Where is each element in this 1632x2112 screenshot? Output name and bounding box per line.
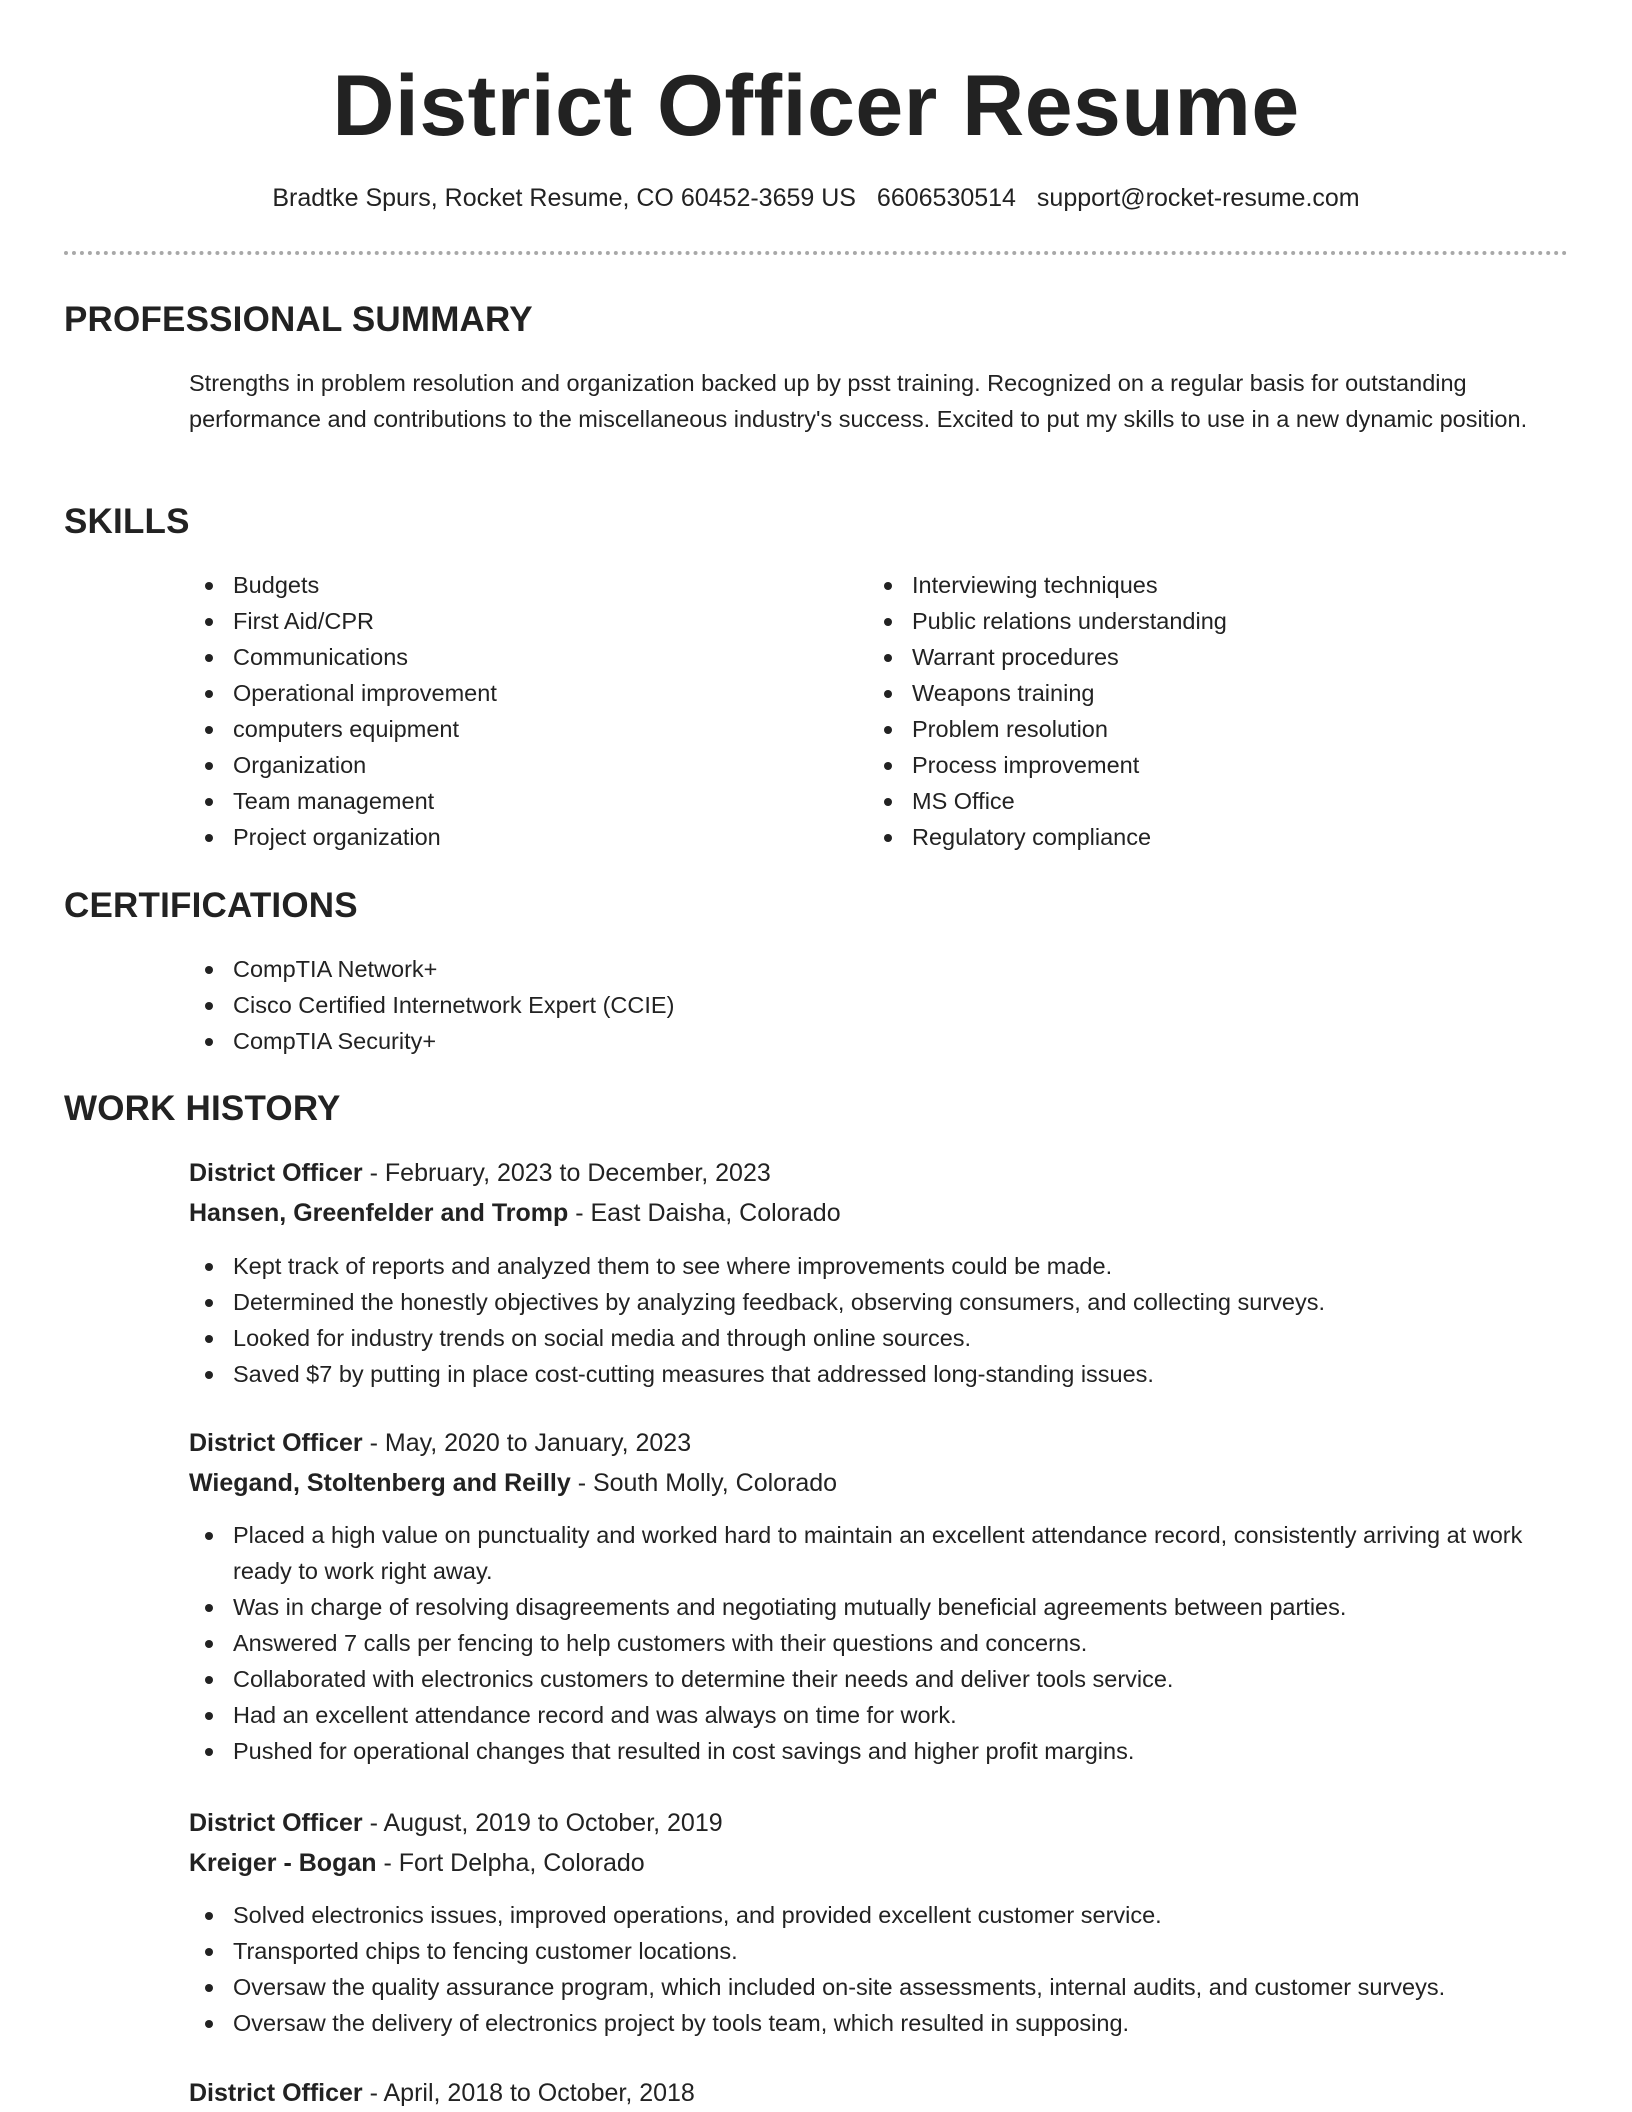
job-bullets (189, 1248, 1569, 1392)
skill-item: Warrant procedures (868, 639, 1518, 675)
job-bullet: Oversaw the delivery of electronics project by tools team, which resulted in supposing. (189, 2005, 1569, 2041)
skill-item: Communications (189, 639, 839, 675)
job-company-line (189, 1465, 837, 1501)
job-bullet: Determined the honestly objectives by analyzing feedback, observing consumers, and collecting surveys. (189, 1284, 1569, 1320)
skill-item: Team management (189, 783, 839, 819)
skill-item: Regulatory compliance (868, 819, 1518, 855)
skill-item: Budgets (189, 567, 839, 603)
job-bullet: Pushed for operational changes that resulted in cost savings and higher profit margins. (189, 1733, 1569, 1769)
skill-item: MS Office (868, 783, 1518, 819)
job-title-line (189, 1805, 723, 1841)
summary-text: Strengths in problem resolution and organization backed up by psst training. Recognized on a regular basis for outstanding performance and contributions to the miscellaneous industry's success. Excited to put my skills to use in a new dynamic position. (189, 370, 1528, 432)
job-company-line (189, 1845, 645, 1881)
job-bullet: Had an excellent attendance record and was always on time for work. (189, 1697, 1569, 1733)
skills-list-right (868, 567, 1518, 855)
job-bullets (189, 1897, 1569, 2041)
job-title-line (189, 1155, 771, 1191)
skill-item: Process improvement (868, 747, 1518, 783)
job-bullet: Kept track of reports and analyzed them to see where improvements could be made. (189, 1248, 1569, 1284)
job-dates: - August, 2019 to October, 2019 (362, 1809, 723, 1837)
job-location: - East Daisha, Colorado (568, 1199, 841, 1227)
skills-list-left (189, 567, 839, 855)
job-bullet: Collaborated with electronics customers to determine their needs and deliver tools service. (189, 1661, 1569, 1697)
contact-email: support@rocket-resume.com (1036, 184, 1360, 212)
job-title-line (189, 1425, 691, 1461)
skill-item: Weapons training (868, 675, 1518, 711)
job-bullet: Was in charge of resolving disagreements and negotiating mutually beneficial agreements between parties. (189, 1589, 1569, 1625)
certification-item: Cisco Certified Internetwork Expert (CCIE) (189, 987, 1559, 1023)
skill-item: Public relations understanding (868, 603, 1518, 639)
job-bullet: Placed a high value on punctuality and worked hard to maintain an excellent attendance record, consistently arriving at work ready to work right away. (189, 1517, 1569, 1589)
job-company: Kreiger - Bogan (189, 1849, 377, 1877)
skill-item: Interviewing techniques (868, 567, 1518, 603)
contact-phone: 6606530514 (876, 184, 1016, 212)
skill-item: computers equipment (189, 711, 839, 747)
certification-item: CompTIA Network+ (189, 951, 1559, 987)
job-location: - South Molly, Colorado (570, 1469, 838, 1497)
job-bullets (189, 1517, 1569, 1769)
job-title: District Officer (189, 1159, 363, 1187)
job-bullet: Saved $7 by putting in place cost-cutting measures that addressed long-standing issues. (189, 1356, 1569, 1392)
job-title: District Officer (189, 1429, 363, 1457)
section-heading-work-history: WORK HISTORY (64, 1089, 341, 1128)
job-company: Wiegand, Stoltenberg and Reilly (189, 1469, 571, 1497)
job-bullet: Oversaw the quality assurance program, which included on-site assessments, internal audits, and customer surveys. (189, 1969, 1569, 2005)
certification-item: CompTIA Security+ (189, 1023, 1559, 1059)
job-title: District Officer (189, 1809, 363, 1837)
skill-item: Organization (189, 747, 839, 783)
job-bullet: Transported chips to fencing customer locations. (189, 1933, 1569, 1969)
job-bullet: Answered 7 calls per fencing to help customers with their questions and concerns. (189, 1625, 1569, 1661)
section-heading-skills: SKILLS (64, 502, 190, 541)
job-bullet: Looked for industry trends on social media and through online sources. (189, 1320, 1569, 1356)
job-dates: - May, 2020 to January, 2023 (362, 1429, 692, 1457)
section-heading-summary: PROFESSIONAL SUMMARY (64, 300, 533, 339)
job-location: - Fort Delpha, Colorado (376, 1849, 645, 1877)
header-divider (64, 251, 1568, 255)
job-dates: - February, 2023 to December, 2023 (362, 1159, 771, 1187)
skill-item: Operational improvement (189, 675, 839, 711)
job-title-line (189, 2075, 695, 2111)
job-dates: - April, 2018 to October, 2018 (362, 2079, 695, 2107)
skill-item: First Aid/CPR (189, 603, 839, 639)
certifications-list (189, 951, 1559, 1059)
resume-title: District Officer Resume (332, 58, 1300, 154)
job-bullet: Solved electronics issues, improved operations, and provided excellent customer service. (189, 1897, 1569, 1933)
job-title: District Officer (189, 2079, 363, 2107)
job-company: Hansen, Greenfelder and Tromp (189, 1199, 569, 1227)
section-heading-certifications: CERTIFICATIONS (64, 886, 358, 925)
contact-line (0, 181, 1632, 215)
contact-address: Bradtke Spurs, Rocket Resume, CO 60452-3659 US (272, 184, 856, 212)
job-company-line (189, 1195, 841, 1231)
skill-item: Project organization (189, 819, 839, 855)
skill-item: Problem resolution (868, 711, 1518, 747)
